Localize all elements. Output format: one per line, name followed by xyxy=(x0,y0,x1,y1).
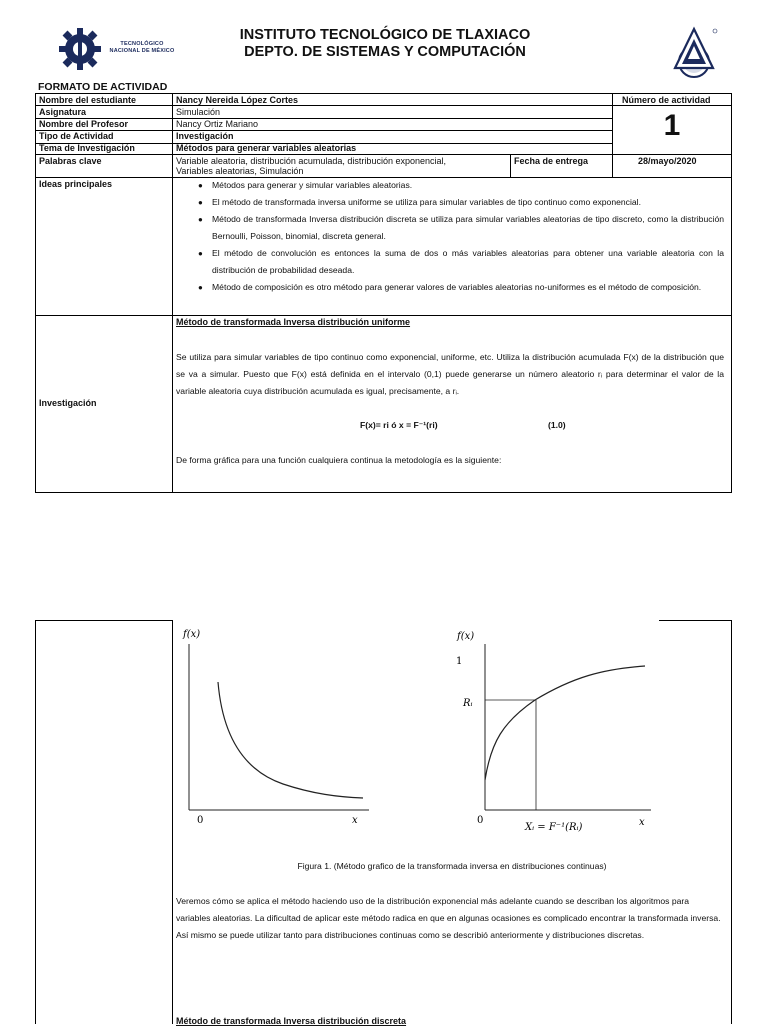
right-plot xyxy=(456,631,651,833)
right-xi-label: Xᵢ = F⁻¹(Rᵢ) xyxy=(525,822,583,833)
left-plot xyxy=(182,629,369,826)
professor-value: Nancy Ortiz Mariano xyxy=(176,119,259,129)
main-idea-text: El método de transformada inversa uniforme se utiliza para simular variables de tipo continuo como exponencial. xyxy=(212,197,641,207)
student-value: Nancy Nereida López Cortes xyxy=(176,95,299,105)
activity-number-label: Número de actividad xyxy=(622,95,711,105)
main-idea-text: El método de convolución es entonces la suma de dos o más variables aleatorias para obtener una variable aleatoria con la distribución de probabilidad deseada. xyxy=(212,248,724,275)
left-origin-label: 0 xyxy=(197,815,204,826)
list-item xyxy=(176,245,724,279)
activity-number-value: 1 xyxy=(663,109,681,142)
department-title: DEPTO. DE SISTEMAS Y COMPUTACIÓN xyxy=(244,44,526,60)
main-ideas-list xyxy=(176,177,724,296)
student-label: Nombre del estudiante xyxy=(39,95,137,105)
activity-type-value: Investigación xyxy=(176,131,234,141)
keywords-label: Palabras clave xyxy=(39,156,102,166)
gear-logo-icon xyxy=(58,26,102,72)
bullet-icon: ● xyxy=(198,283,203,292)
main-idea-text: Métodos para generar y simular variables aleatorias. xyxy=(212,180,413,190)
list-item xyxy=(176,279,724,296)
tecnm-logo-text-2: NACIONAL DE MÉXICO xyxy=(109,48,175,54)
topic-value: Métodos para generar variables aleatorias xyxy=(176,143,357,153)
bullet-icon: ● xyxy=(198,198,203,207)
left-density-curve xyxy=(218,682,363,798)
paragraph-3: Veremos cómo se aplica el método haciendo uso de la distribución exponencial más adelante cuando se describan los algoritmos para variables aleatorias. La dificultad de aplicar este método radica en que en algunas ocasiones es complicado encontrar la transformada inversa. Así mismo se puede utilizar tanto para distribuciones continuas como se describió anteriormente y distribuciones discretas. xyxy=(176,896,721,940)
right-ri-label: Rᵢ xyxy=(463,698,473,709)
inverse-transform-figure xyxy=(173,622,731,834)
itt-logo xyxy=(668,26,720,80)
bullet-icon: ● xyxy=(198,181,203,190)
professor-label: Nombre del Profesor xyxy=(39,119,129,129)
tecnm-logo-text-1: TECNOLÓGICO xyxy=(120,41,164,47)
institute-title: INSTITUTO TECNOLÓGICO DE TLAXIACO xyxy=(239,27,531,43)
figure-caption: Figura 1. (Método grafico de la transformada inversa en distribuciones continuas) xyxy=(297,861,607,871)
list-item xyxy=(176,194,724,211)
list-item xyxy=(176,211,724,245)
right-y-label: f(x) xyxy=(457,631,475,642)
right-x-label: x xyxy=(639,817,645,828)
right-cdf-curve xyxy=(485,666,645,780)
formula: F(x)= ri ó x = F⁻¹(ri) xyxy=(360,420,438,430)
activity-type-label: Tipo de Actividad xyxy=(39,131,114,141)
keywords-line-1: Variable aleatoria, distribución acumulada, distribución exponencial, xyxy=(176,156,446,166)
paragraph-1: Se utiliza para simular variables de tipo continuo como exponencial, uniforme, etc. Utiliza la distribución acumulada F(x) de la distribución que se va a simular. Puesto que F(x) está definida en el intervalo (0,1) puede generarse un número aleatorio rᵢ para determinar el valor de la variable aleatoria cuya distribución acumulada es igual, precisamente, a rᵢ. xyxy=(176,352,724,396)
bullet-icon: ● xyxy=(198,249,203,258)
paragraph-2: De forma gráfica para una función cualquiera continua la metodología es la siguiente: xyxy=(176,455,502,465)
right-one-label: 1 xyxy=(456,656,463,667)
investigation-label: Investigación xyxy=(39,398,97,408)
format-title: FORMATO DE ACTIVIDAD xyxy=(38,81,168,93)
main-ideas-label: Ideas principales xyxy=(39,179,113,189)
tecnm-logo xyxy=(58,26,178,72)
subject-value: Simulación xyxy=(176,107,221,117)
section-title: Método de transformada Inversa distribución uniforme xyxy=(176,317,411,327)
list-item xyxy=(176,177,724,194)
due-date-value: 28/mayo/2020 xyxy=(638,156,697,166)
formula-number: (1.0) xyxy=(548,420,566,430)
left-y-label: f(x) xyxy=(183,629,201,640)
bullet-icon: ● xyxy=(198,215,203,224)
subject-label: Asignatura xyxy=(39,107,87,117)
main-idea-text: Método de transformada Inversa distribución discreta se utiliza para simular variables aleatorias de tipo discreto, como la distribución Bernoulli, Poisson, binomial, discreta general. xyxy=(212,214,724,241)
keywords-line-2: Variables aleatorias, Simulación xyxy=(176,166,304,176)
main-idea-text: Método de composición es otro método para generar valores de variables aleatorias no-uniformes es el método de composición. xyxy=(212,282,702,292)
topic-label: Tema de Investigación xyxy=(39,143,135,153)
itt-shield-icon xyxy=(668,26,720,80)
left-x-label: x xyxy=(352,815,358,826)
right-origin-label: 0 xyxy=(477,815,484,826)
section-title-2: Método de transformada Inversa distribución discreta xyxy=(176,1016,407,1026)
due-date-label: Fecha de entrega xyxy=(514,156,589,166)
